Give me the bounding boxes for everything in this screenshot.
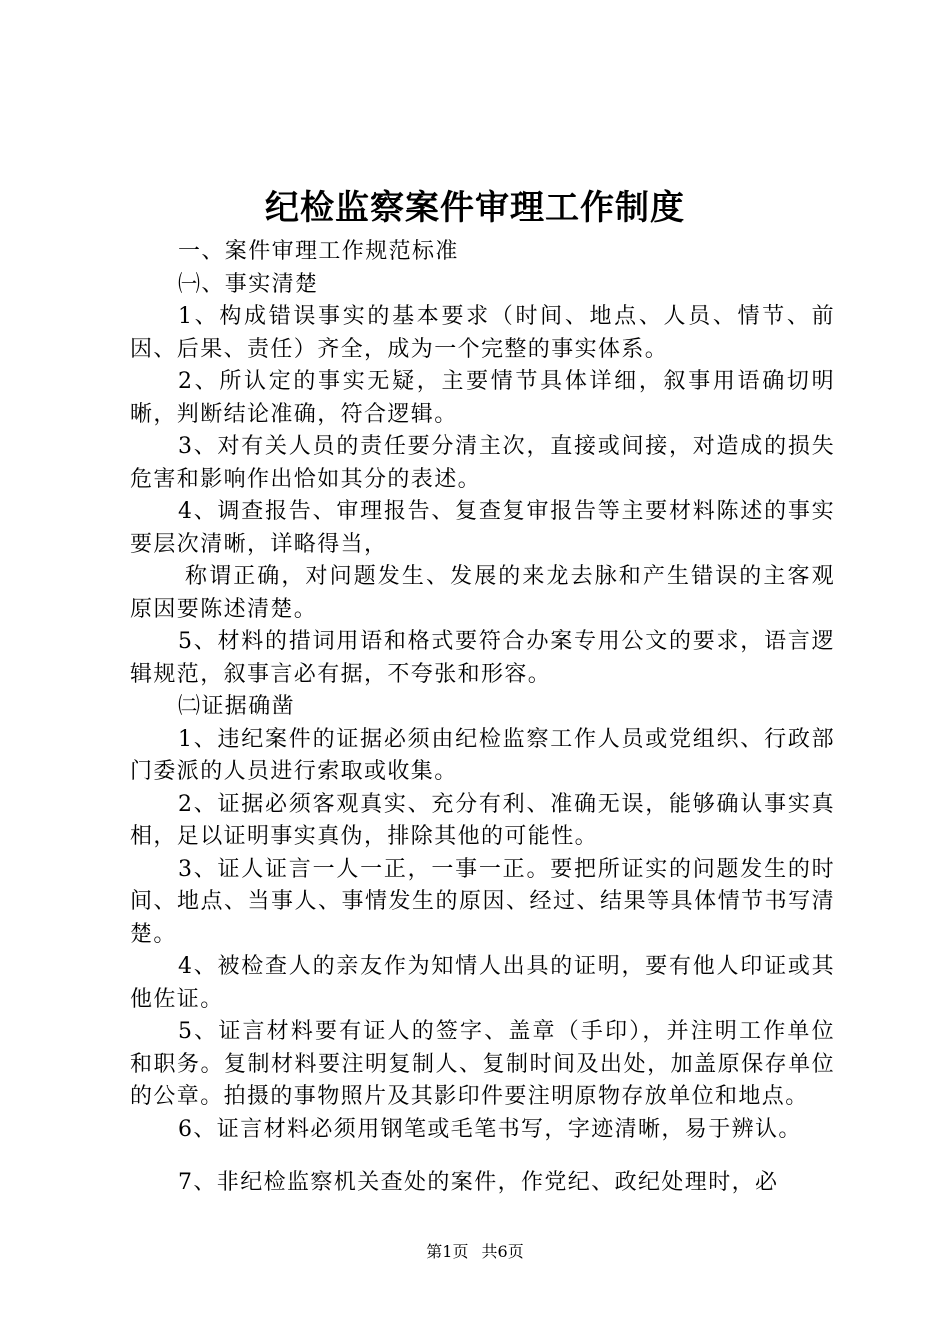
paragraph: 3、对有关人员的责任要分清主次，直接或间接，对造成的损失危害和影响作出恰如其分的表述。	[130, 434, 835, 492]
paragraph: 2、证据必须客观真实、充分有利、准确无误，能够确认事实真相，足以证明事实真伪，排除其他的可能性。	[130, 791, 835, 849]
paragraph: 2、所认定的事实无疑，主要情节具体详细，叙事用语确切明晰，判断结论准确，符合逻辑。	[130, 369, 835, 427]
paragraph: 6、证言材料必须用钢笔或毛笔书写，字迹清晰，易于辨认。	[178, 1116, 802, 1142]
paragraph: 1、构成错误事实的基本要求（时间、地点、人员、情节、前因、后果、责任）齐全，成为一个完整的事实体系。	[130, 304, 835, 362]
paragraph: 5、证言材料要有证人的签字、盖章（手印），并注明工作单位和职务。复制材料要注明复制人、复制时间及出处，加盖原保存单位的公章。拍摄的事物照片及其影印件要注明原物存放单位和地点。	[130, 1019, 835, 1109]
paragraph: 1、违纪案件的证据必须由纪检监察工作人员或党组织、行政部门委派的人员进行索取或收集。	[130, 726, 835, 784]
subsection-heading-1: ㈠、事实清楚	[178, 271, 319, 297]
section-heading-1: 一、案件审理工作规范标准	[178, 239, 459, 264]
paragraph: 4、被检查人的亲友作为知情人出具的证明，要有他人印证或其他佐证。	[130, 954, 835, 1012]
paragraph: 7、非纪检监察机关查处的案件，作党纪、政纪处理时，必	[178, 1170, 779, 1195]
document-body	[130, 236, 835, 1200]
subsection-heading-2: ㈡证据确凿	[178, 694, 296, 719]
paragraph: 3、证人证言一人一正，一事一正。要把所证实的问题发生的时间、地点、当事人、事情发生的原因、经过、结果等具体情节书写清楚。	[130, 856, 835, 947]
paragraph: 5、材料的措词用语和格式要符合办案专用公文的要求，语言逻辑规范，叙事言必有据，不夸张和形容。	[130, 629, 835, 687]
document-title: 纪检监察案件审理工作制度	[265, 188, 685, 228]
paragraph: 称谓正确，对问题发生、发展的来龙去脉和产生错误的主客观原因要陈述清楚。	[130, 564, 835, 622]
page-number-footer: 第1页 共6页	[426, 1242, 524, 1261]
paragraph: 4、调查报告、审理报告、复查复审报告等主要材料陈述的事实要层次清晰，详略得当，	[130, 499, 835, 557]
